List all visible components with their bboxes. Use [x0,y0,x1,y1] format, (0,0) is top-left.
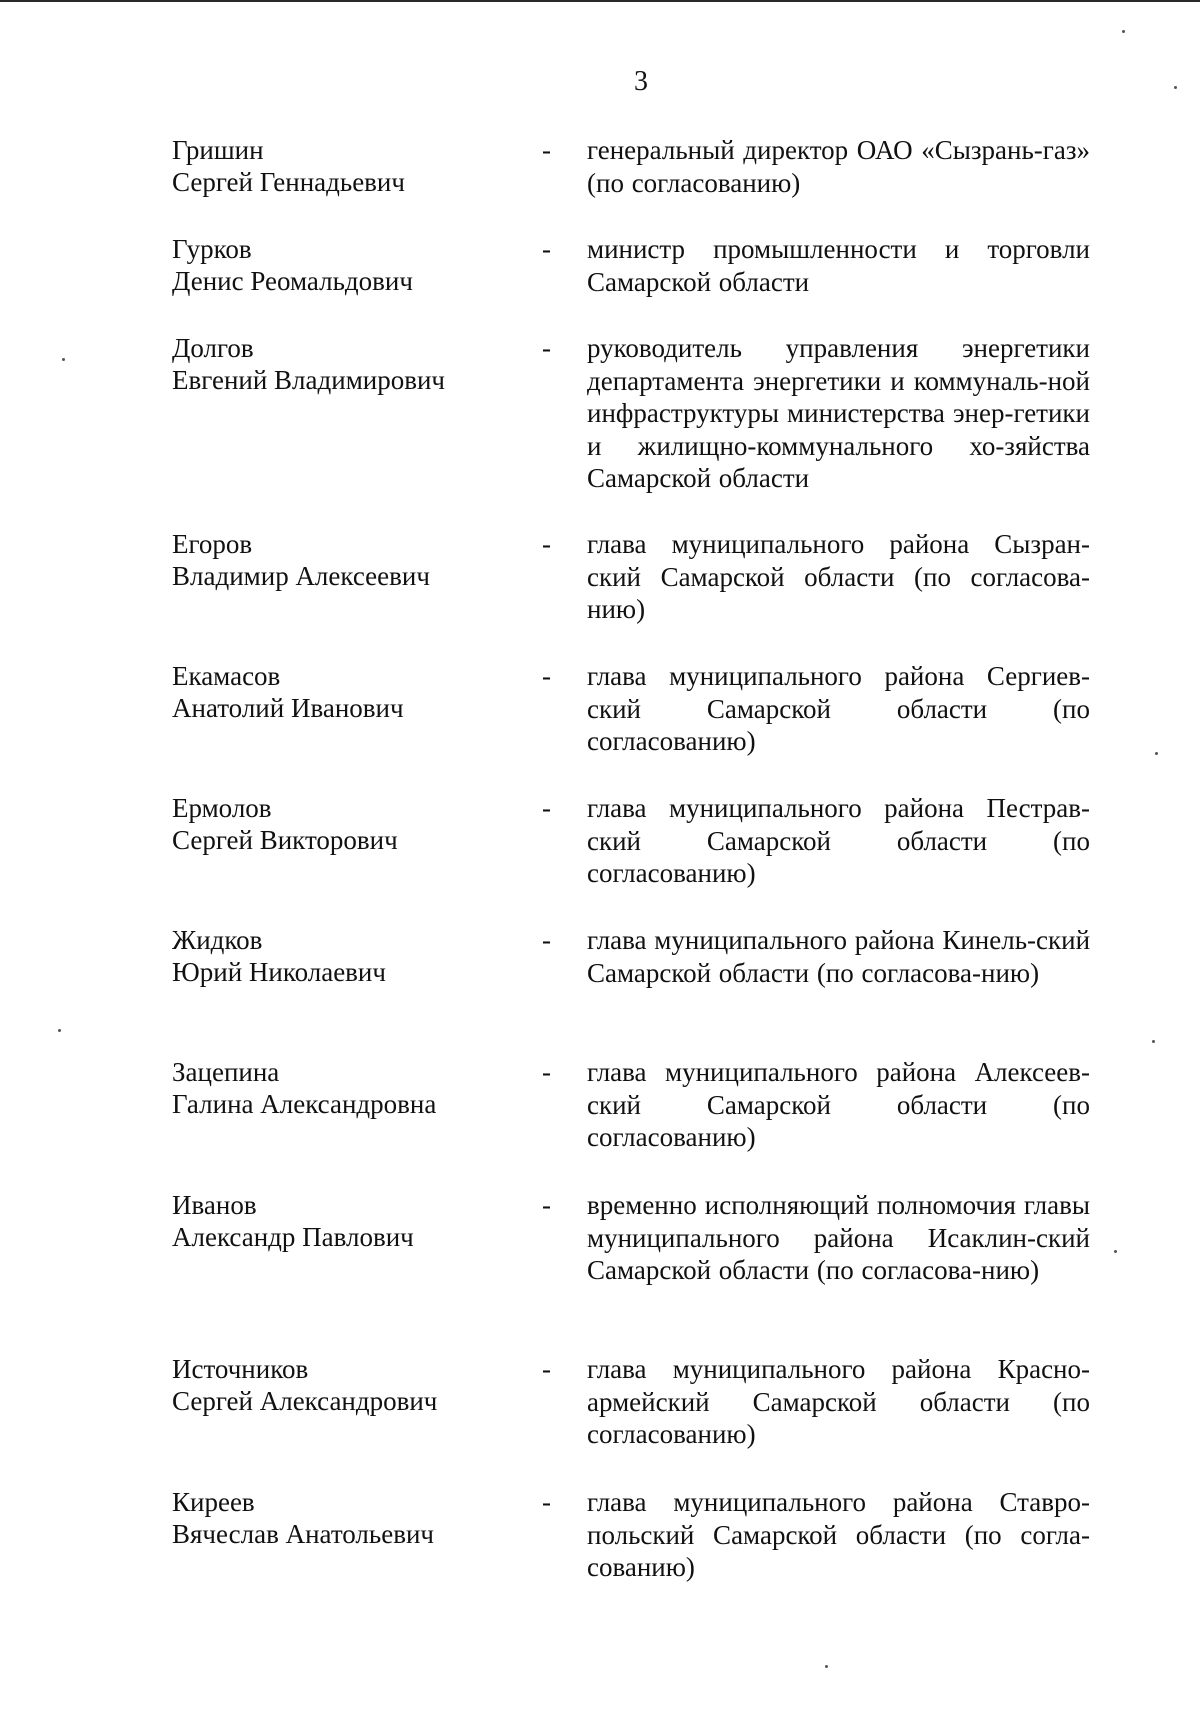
member-name [172,660,512,724]
member-position: руководитель управления энергетики департамента энергетики и коммуналь-ной инфраструктуры министерства энер-гетики и жилищно-коммунального хо-зяйства Самарской области [587,333,1090,493]
scan-speck [62,358,65,361]
member-given-names: Денис Реомальдович [172,266,413,296]
member-name [172,1353,512,1417]
separator-dash: - [542,333,551,363]
member-position: глава муниципального района Ставро-польский Самарской области (по согла-сованию) [587,1487,1090,1582]
separator-dash: - [542,925,551,955]
member-given-names: Сергей Геннадьевич [172,167,405,197]
member-surname: Иванов [172,1190,257,1220]
scan-speck [1114,1250,1117,1253]
page-number: 3 [634,66,648,97]
member-surname: Киреев [172,1487,255,1517]
separator-dash: - [542,661,551,691]
member-surname: Жидков [172,925,263,955]
member-name [172,134,512,198]
member-position: глава муниципального района Пестрав-ский Самарской области (по согласованию) [587,793,1090,888]
scan-speck [1152,1040,1155,1043]
member-given-names: Вячеслав Анатольевич [172,1519,434,1549]
member-surname: Егоров [172,529,253,559]
separator-dash: - [542,234,551,264]
member-surname: Екамасов [172,661,281,691]
member-position: министр промышленности и торговли Самарской области [587,234,1090,297]
member-name [172,1056,512,1120]
separator-dash: - [542,529,551,559]
member-position: глава муниципального района Кинель-ский Самарской области (по согласова-нию) [587,925,1091,988]
member-surname: Гурков [172,234,252,264]
member-given-names: Александр Павлович [172,1222,414,1252]
member-position: глава муниципального района Красно-армейский Самарской области (по согласованию) [587,1354,1090,1449]
member-given-names: Сергей Александрович [172,1386,438,1416]
member-position: временно исполняющий полномочия главы муниципального района Исаклин-ский Самарской области (по согласова-нию) [587,1190,1090,1285]
scan-speck [1155,752,1158,755]
member-position: генеральный директор ОАО «Сызрань-газ» (по согласованию) [587,135,1090,198]
separator-dash: - [542,1354,551,1384]
member-surname: Источников [172,1354,309,1384]
separator-dash: - [542,1057,551,1087]
scan-speck [1122,30,1125,33]
member-name [172,924,512,988]
member-given-names: Евгений Владимирович [172,365,446,395]
member-given-names: Сергей Викторович [172,825,398,855]
scan-speck [825,1665,828,1668]
member-surname: Ермолов [172,793,272,823]
separator-dash: - [542,135,551,165]
member-surname: Гришин [172,135,264,165]
member-name [172,233,512,297]
member-given-names: Галина Александровна [172,1089,437,1119]
member-surname: Зацепина [172,1057,280,1087]
separator-dash: - [542,1190,551,1220]
member-name [172,528,512,592]
member-name [172,1486,512,1550]
member-surname: Долгов [172,333,254,363]
separator-dash: - [542,793,551,823]
member-name [172,1189,512,1253]
member-position: глава муниципального района Сызран-ский Самарской области (по согласова-нию) [587,529,1090,624]
page-top-edge-rule [0,0,1200,2]
member-given-names: Анатолий Иванович [172,693,404,723]
member-name [172,332,512,396]
scan-speck [1174,86,1177,89]
member-given-names: Владимир Алексеевич [172,561,430,591]
member-given-names: Юрий Николаевич [172,957,386,987]
separator-dash: - [542,1487,551,1517]
scan-speck [58,1029,61,1032]
member-position: глава муниципального района Сергиев-ский Самарской области (по согласованию) [587,661,1090,756]
member-name [172,792,512,856]
member-position: глава муниципального района Алексеев-ский Самарской области (по согласованию) [587,1057,1090,1152]
